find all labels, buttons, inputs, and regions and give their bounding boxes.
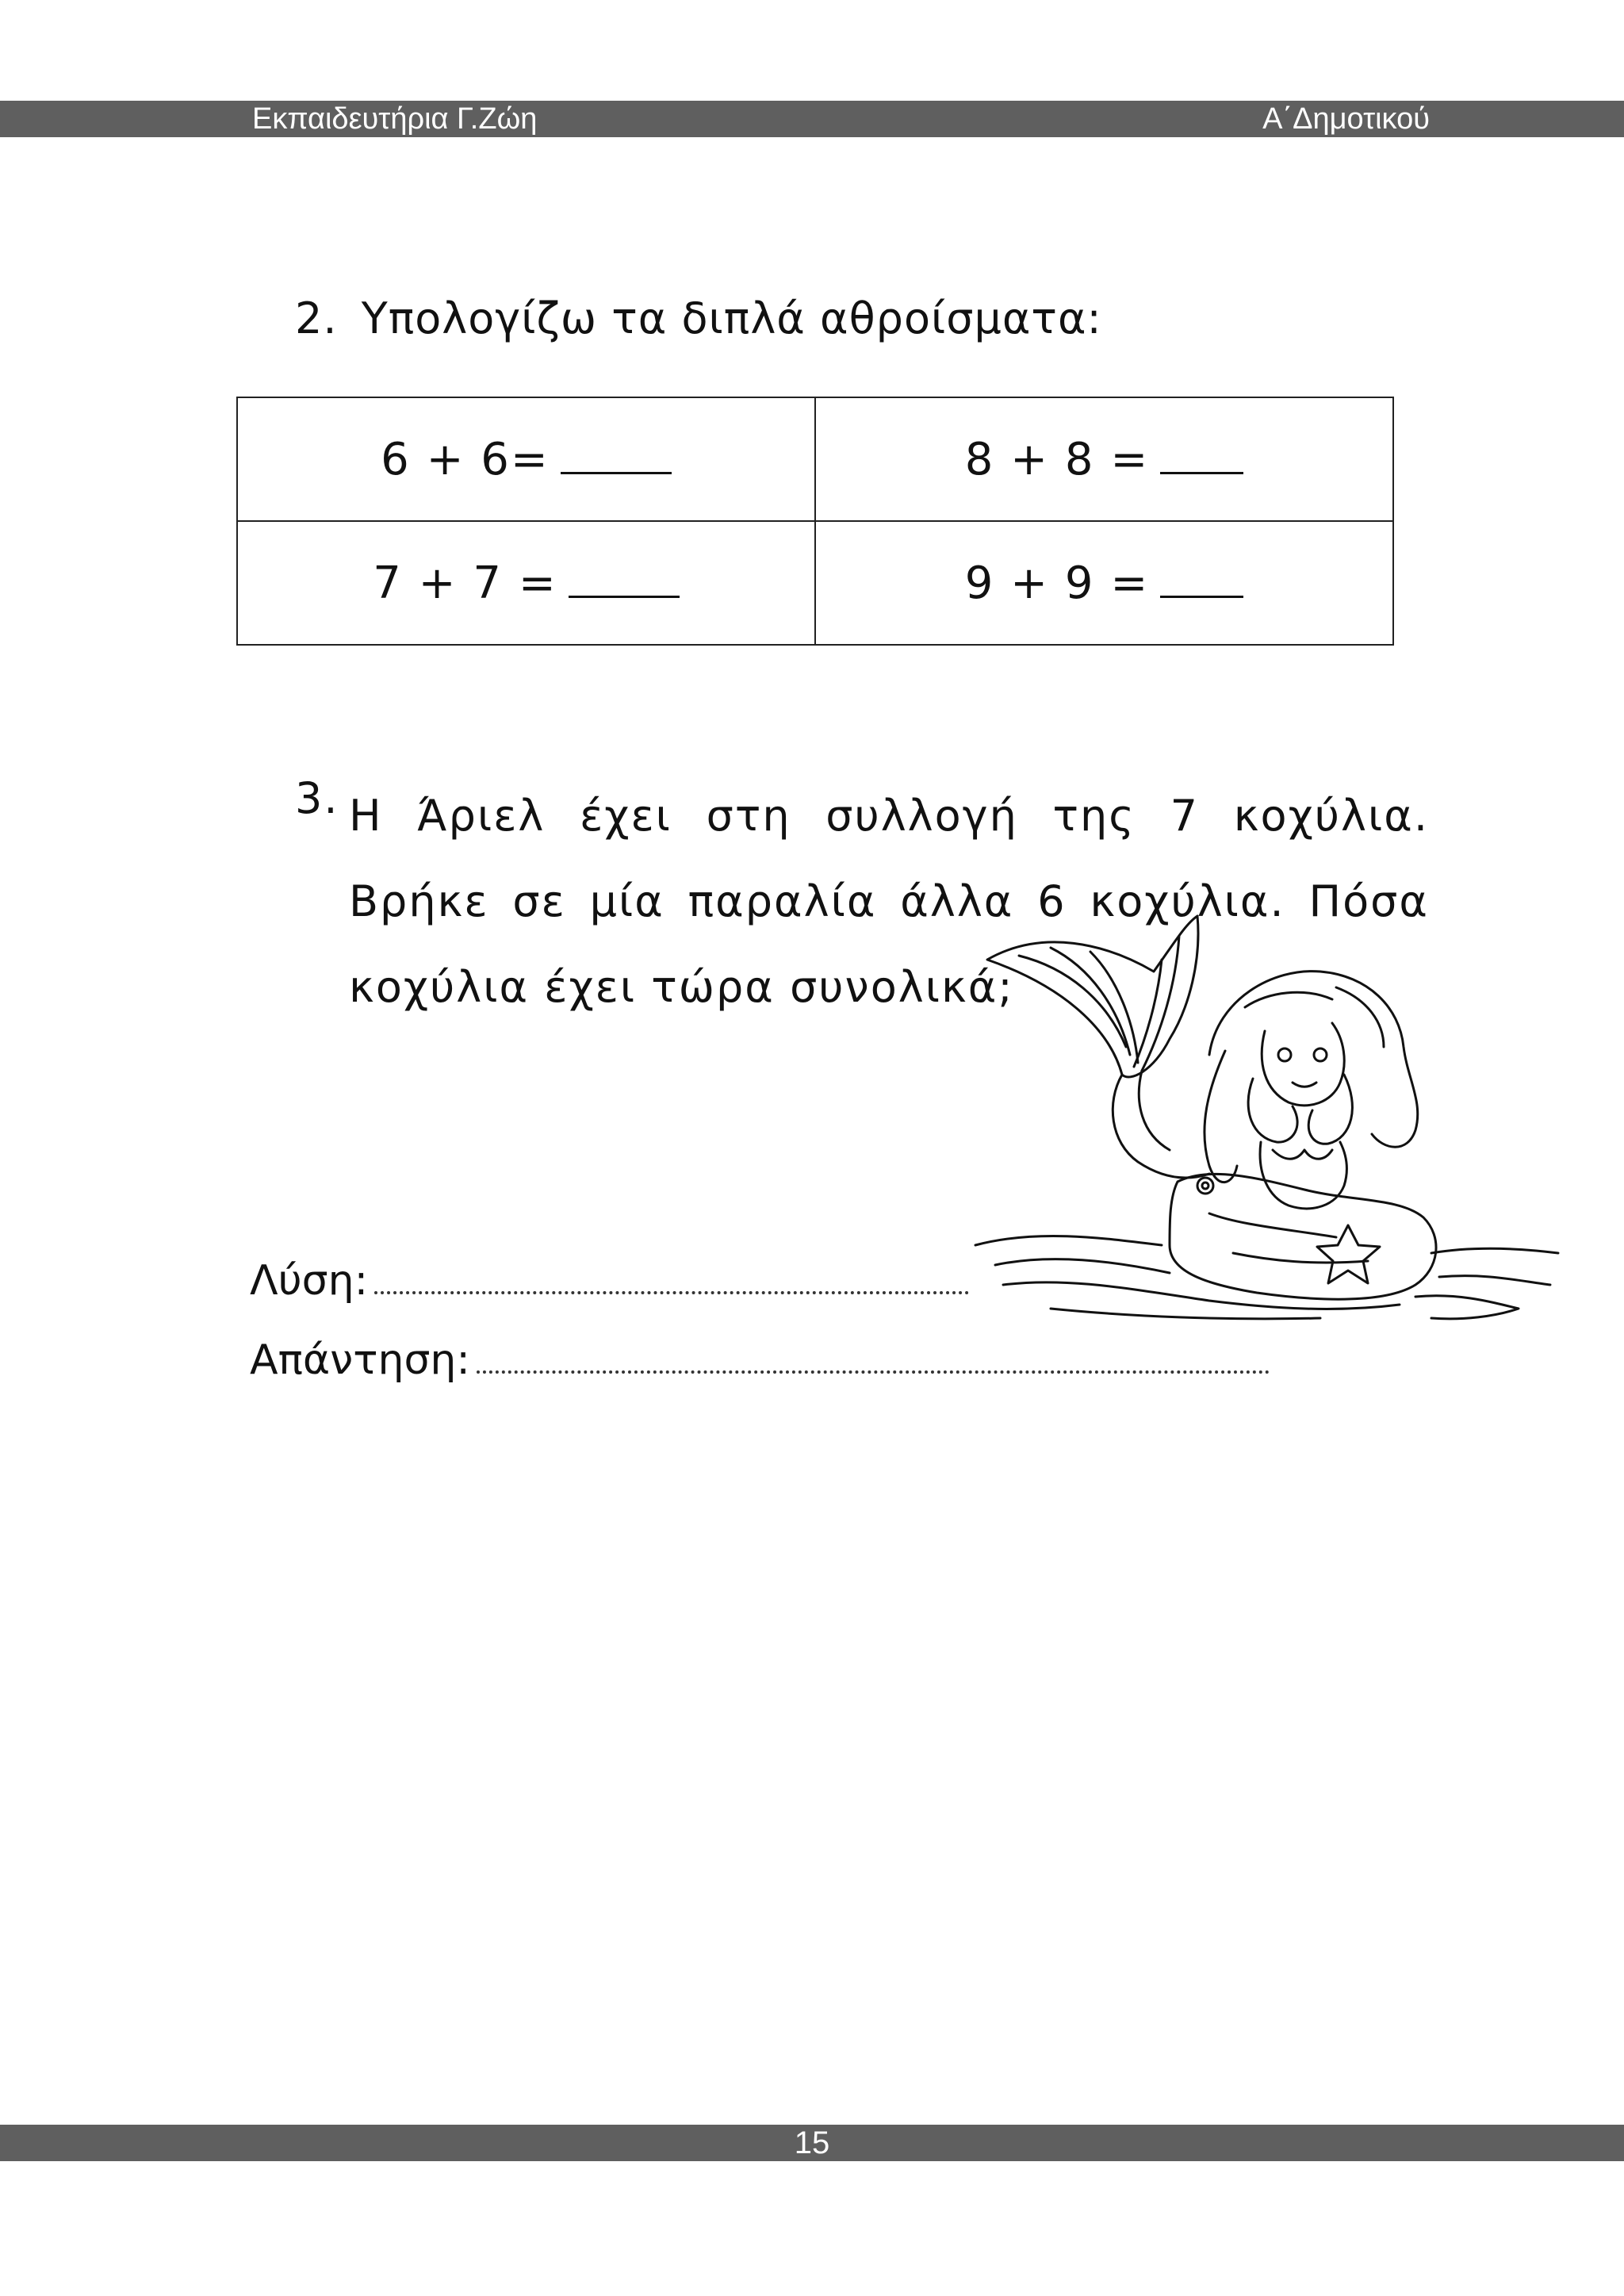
table-cell — [237, 397, 815, 521]
equation: 6 + 6= — [381, 433, 550, 485]
solution-label: Λύση: — [250, 1257, 369, 1305]
table-row — [237, 397, 1393, 521]
exercise-2-heading — [295, 293, 1102, 343]
answer-blank[interactable] — [1160, 435, 1243, 474]
answer-blank[interactable] — [1160, 559, 1243, 598]
equation: 9 + 9 = — [964, 557, 1150, 609]
table-cell — [815, 397, 1393, 521]
footer-bar — [0, 2125, 1624, 2161]
answer-dotted-line[interactable] — [477, 1339, 1270, 1374]
table-cell — [815, 521, 1393, 645]
mermaid-illustration — [971, 912, 1562, 1324]
solution-line — [250, 1257, 969, 1305]
equation: 8 + 8 = — [964, 433, 1150, 485]
exercise-3-text: Η Άριελ έχει στη συλλογή της 7 κοχύλια. Βρήκε σε μία παραλία άλλα 6 κοχύλια. Πόσα κοχύλια έχει τώρα συνολικά; — [349, 791, 1429, 1012]
solution-dotted-line[interactable] — [374, 1259, 969, 1294]
answer-label: Απάντηση: — [250, 1336, 470, 1384]
school-name: Εκπαιδευτήρια Γ.Ζώη — [252, 102, 538, 136]
exercise-2-number: 2. — [295, 293, 338, 343]
answer-blank[interactable] — [561, 435, 672, 474]
page-number: 15 — [794, 2125, 830, 2160]
table-row — [237, 521, 1393, 645]
answer-line — [250, 1336, 1270, 1384]
equation: 7 + 7 = — [373, 557, 557, 609]
sums-table — [236, 397, 1394, 646]
exercise-2-title: Υπολογίζω τα διπλά αθροίσματα: — [361, 293, 1102, 343]
grade-label: Α΄Δημοτικού — [1262, 102, 1430, 136]
answer-blank[interactable] — [569, 559, 680, 598]
table-cell — [237, 521, 815, 645]
header-bar — [0, 101, 1624, 137]
exercise-3-number: 3. — [295, 773, 339, 823]
